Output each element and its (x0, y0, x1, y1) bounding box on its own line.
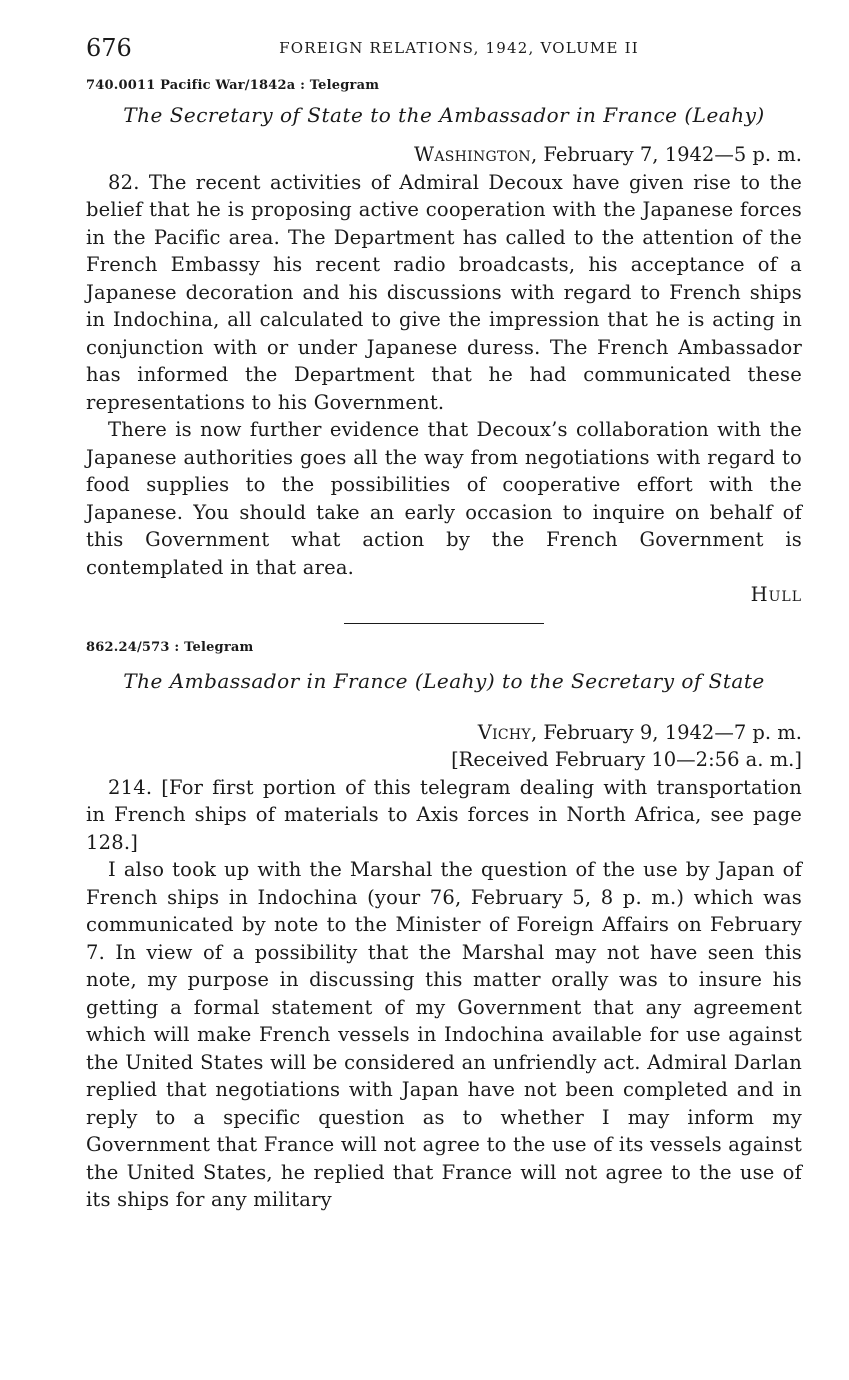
running-title: FOREIGN RELATIONS, 1942, VOLUME II (279, 39, 639, 57)
paragraph: There is now further evidence that Decoux’s collaboration with the Japanese authorities goes all the way from negotiations with regard to food supplies to the possibilities of cooperative effort with the Japanese. You should take an early occasion to inquire on behalf of this Government what action by the French Government is contemplated in that area. (86, 418, 802, 579)
dateline-place: Washington (413, 143, 531, 166)
document-heading: The Secretary of State to the Ambassador in France (Leahy) (123, 103, 765, 127)
section-divider (344, 623, 544, 624)
document-telegram-214 (86, 640, 802, 1214)
dateline-place: Vichy (477, 720, 531, 744)
page-number: 676 (86, 34, 132, 62)
signature: Hull (750, 583, 802, 606)
file-reference: 862.24/573 : Telegram (86, 639, 254, 655)
document-heading: The Ambassador in France (Leahy) to the Secretary of State (123, 668, 765, 693)
paragraph: 82. The recent activities of Admiral Decoux have given rise to the belief that he is proposing active cooperation with the Japanese forces in the Pacific area. The Department has called to the attention of the French Embassy his recent radio broadcasts, his acceptance of a Japanese decoration and his discussions with regard to French ships in Indochina, all calculated to give the impression that he is acting in conjunction with or under Japanese duress. The French Ambassador has informed the Department that he had communicated these representations to his Government. (86, 170, 802, 414)
dateline (86, 141, 802, 169)
running-head (86, 30, 802, 66)
paragraph: 214. [For first portion of this telegram dealing with transportation in French ships of materials to Axis forces in North Africa, see page 128.] (86, 775, 802, 854)
dateline-date: , February 7, 1942—5 p. m. (530, 143, 802, 166)
document-page (86, 30, 802, 1214)
received-note: [Received February 10—2:56 a. m.] (451, 748, 802, 771)
dateline (86, 719, 802, 747)
paragraph: I also took up with the Marshal the question of the use by Japan of French ships in Indochina (your 76, February 5, 8 p. m.) which was communicated by note to the Minister of Foreign Affairs on February 7. In view of a possibility that the Marshal may not have seen this note, my purpose in discussing this matter orally was to insure his getting a formal statement of my Government that any agreement which will make French vessels in Indochina available for use against the United States will be considered an unfriendly act. Admiral Darlan replied that negotiations with Japan have not been completed and in reply to a specific question as to whether I may inform my Government that France will not agree to the use of its vessels against the United States, he replied that France will not agree to the use of its ships for any military (86, 858, 802, 1211)
dateline-date: , February 9, 1942—7 p. m. (530, 720, 802, 744)
document-telegram-82 (86, 78, 802, 609)
file-reference: 740.0011 Pacific War/1842a : Telegram (86, 78, 380, 93)
